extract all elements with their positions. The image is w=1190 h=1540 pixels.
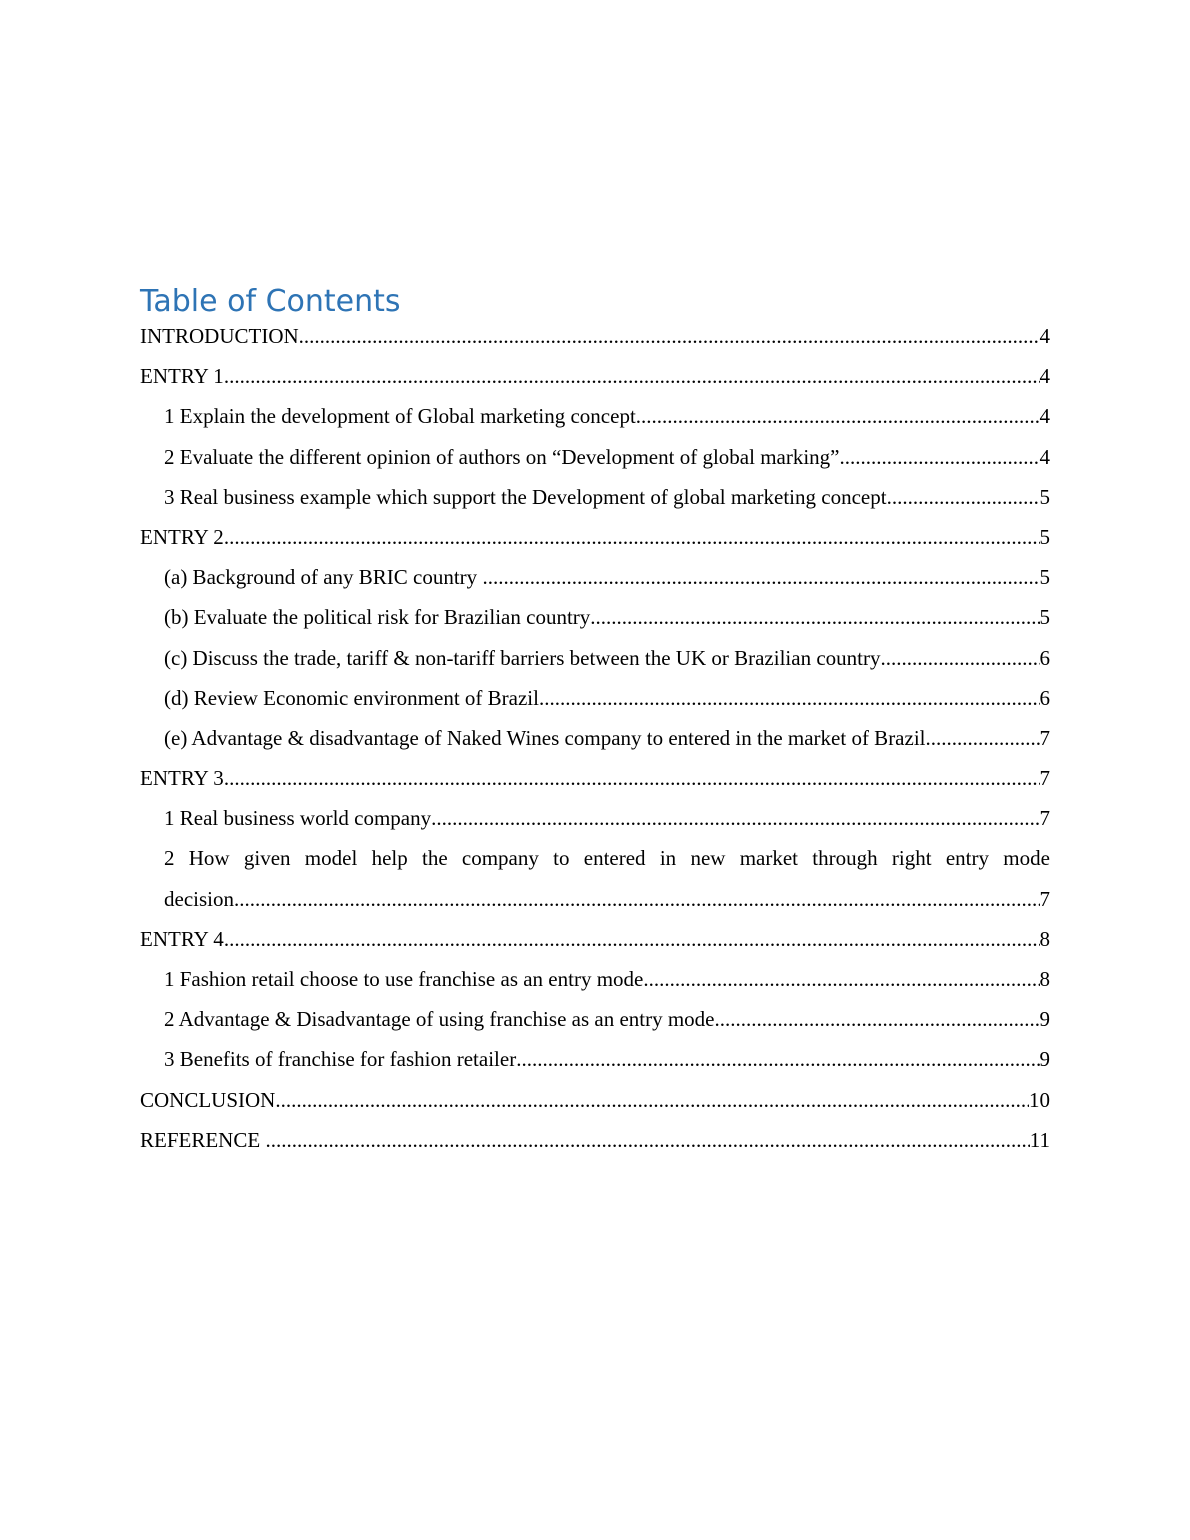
toc-entry-page-number: 6 bbox=[1039, 685, 1050, 710]
toc-entry-word: 2 bbox=[164, 846, 175, 871]
toc-entry[interactable] bbox=[140, 638, 1050, 678]
dot-leader bbox=[234, 879, 1040, 919]
toc-entry-word: model bbox=[304, 846, 358, 871]
toc-entry-word: in bbox=[659, 846, 677, 871]
dot-leader bbox=[265, 1120, 1029, 1160]
dot-leader bbox=[926, 718, 1040, 758]
toc-entry-page-number: 7 bbox=[1039, 806, 1050, 831]
toc-entry-label: (d) Review Economic environment of Brazil bbox=[164, 685, 539, 710]
toc-entry-page-number: 6 bbox=[1039, 645, 1050, 670]
table-of-contents bbox=[140, 316, 1050, 1160]
toc-entry-word: entered bbox=[583, 846, 646, 871]
toc-entry-page-number: 5 bbox=[1039, 565, 1050, 590]
toc-entry-label: ENTRY 1 bbox=[140, 364, 224, 389]
dot-leader bbox=[431, 798, 1039, 838]
toc-entry-page-number: 7 bbox=[1039, 886, 1050, 911]
dot-leader bbox=[224, 919, 1040, 959]
toc-entry-page-number: 4 bbox=[1039, 324, 1050, 348]
toc-entry-page-number: 9 bbox=[1039, 1047, 1050, 1072]
toc-heading: Table of Contents bbox=[140, 284, 401, 319]
dot-leader bbox=[643, 959, 1039, 999]
toc-entry-label: 1 Explain the development of Global marketing concept bbox=[164, 404, 636, 429]
toc-entry-word: given bbox=[243, 846, 291, 871]
toc-entry-label: (e) Advantage & disadvantage of Naked Wines company to entered in the market of Brazil bbox=[164, 725, 926, 750]
toc-entry[interactable] bbox=[140, 718, 1050, 758]
toc-entry-label: 3 Real business example which support the Development of global marketing concept bbox=[164, 484, 887, 509]
dot-leader bbox=[840, 437, 1040, 477]
toc-entry-label: 2 Evaluate the different opinion of authors on “Development of global marking” bbox=[164, 444, 840, 469]
dot-leader bbox=[482, 557, 1039, 597]
toc-entry-label: (c) Discuss the trade, tariff & non-tariff barriers between the UK or Brazilian country bbox=[164, 645, 881, 670]
toc-entry[interactable] bbox=[140, 1120, 1050, 1160]
toc-entry-label: (a) Background of any BRIC country bbox=[164, 565, 483, 590]
toc-entry[interactable] bbox=[140, 959, 1050, 999]
toc-entry[interactable] bbox=[140, 437, 1050, 477]
toc-entry[interactable] bbox=[140, 477, 1050, 517]
toc-entry[interactable] bbox=[140, 758, 1050, 798]
toc-entry[interactable] bbox=[140, 838, 1050, 918]
toc-entry-page-number: 4 bbox=[1039, 444, 1050, 469]
toc-entry-page-number: 7 bbox=[1039, 725, 1050, 750]
toc-entry-label: CONCLUSION bbox=[140, 1087, 276, 1112]
toc-entry[interactable] bbox=[140, 678, 1050, 718]
dot-leader bbox=[275, 1080, 1029, 1120]
toc-entry[interactable] bbox=[140, 517, 1050, 557]
dot-leader bbox=[299, 316, 1040, 356]
dot-leader bbox=[636, 396, 1040, 436]
dot-leader bbox=[224, 356, 1040, 396]
toc-entry-page-number: 10 bbox=[1029, 1087, 1050, 1112]
toc-entry-label: INTRODUCTION bbox=[140, 324, 299, 348]
dot-leader bbox=[880, 638, 1039, 678]
toc-entry-label: ENTRY 2 bbox=[140, 524, 224, 549]
toc-entry-word: to bbox=[553, 846, 570, 871]
toc-entry[interactable] bbox=[140, 1039, 1050, 1079]
toc-entry-page-number: 4 bbox=[1039, 404, 1050, 429]
toc-entry-label: ENTRY 3 bbox=[140, 766, 224, 791]
toc-entry-page-number: 5 bbox=[1039, 484, 1050, 509]
toc-entry-word: mode bbox=[1003, 846, 1050, 871]
toc-entry[interactable] bbox=[140, 597, 1050, 637]
toc-entry-word: new bbox=[690, 846, 726, 871]
dot-leader bbox=[516, 1039, 1039, 1079]
toc-entry[interactable] bbox=[140, 919, 1050, 959]
toc-entry[interactable] bbox=[140, 316, 1050, 356]
toc-entry-page-number: 11 bbox=[1029, 1127, 1050, 1152]
dot-leader bbox=[224, 758, 1040, 798]
toc-entry-label: ENTRY 4 bbox=[140, 926, 224, 951]
dot-leader bbox=[224, 517, 1040, 557]
toc-entry[interactable] bbox=[140, 396, 1050, 436]
toc-entry-label-tail: decision bbox=[164, 886, 234, 911]
toc-entry-label: REFERENCE bbox=[140, 1127, 266, 1152]
dot-leader bbox=[590, 597, 1039, 637]
dot-leader bbox=[887, 477, 1040, 517]
toc-entry-word: market bbox=[739, 846, 799, 871]
toc-entry-word: the bbox=[421, 846, 448, 871]
toc-entry-word: company bbox=[461, 846, 539, 871]
toc-entry[interactable] bbox=[140, 557, 1050, 597]
toc-entry-page-number: 5 bbox=[1039, 524, 1050, 549]
dot-leader bbox=[715, 999, 1040, 1039]
toc-entry[interactable] bbox=[140, 798, 1050, 838]
toc-entry[interactable] bbox=[140, 999, 1050, 1039]
toc-entry-label: 2 Advantage & Disadvantage of using franchise as an entry mode bbox=[164, 1007, 715, 1032]
toc-entry-page-number: 5 bbox=[1039, 605, 1050, 630]
dot-leader bbox=[539, 678, 1040, 718]
toc-entry-word: entry bbox=[945, 846, 989, 871]
toc-entry-label: 1 Fashion retail choose to use franchise as an entry mode bbox=[164, 967, 644, 991]
toc-entry-label-line bbox=[164, 838, 1050, 878]
toc-entry-page-number: 8 bbox=[1039, 967, 1050, 991]
toc-entry-page-number: 7 bbox=[1039, 766, 1050, 791]
toc-entry[interactable] bbox=[140, 356, 1050, 396]
toc-entry-page-number: 8 bbox=[1039, 926, 1050, 951]
toc-entry-label: (b) Evaluate the political risk for Brazilian country bbox=[164, 605, 591, 630]
toc-entry-word: right bbox=[891, 846, 932, 871]
toc-entry[interactable] bbox=[140, 1080, 1050, 1120]
toc-entry-page-number: 4 bbox=[1039, 364, 1050, 389]
toc-entry-label: 1 Real business world company bbox=[164, 806, 432, 831]
toc-entry-word: help bbox=[371, 846, 408, 871]
toc-entry-label: 3 Benefits of franchise for fashion retailer bbox=[164, 1047, 517, 1072]
toc-entry-page-number: 9 bbox=[1039, 1007, 1050, 1032]
toc-entry-word: through bbox=[812, 846, 878, 871]
toc-entry-word: How bbox=[188, 846, 230, 871]
